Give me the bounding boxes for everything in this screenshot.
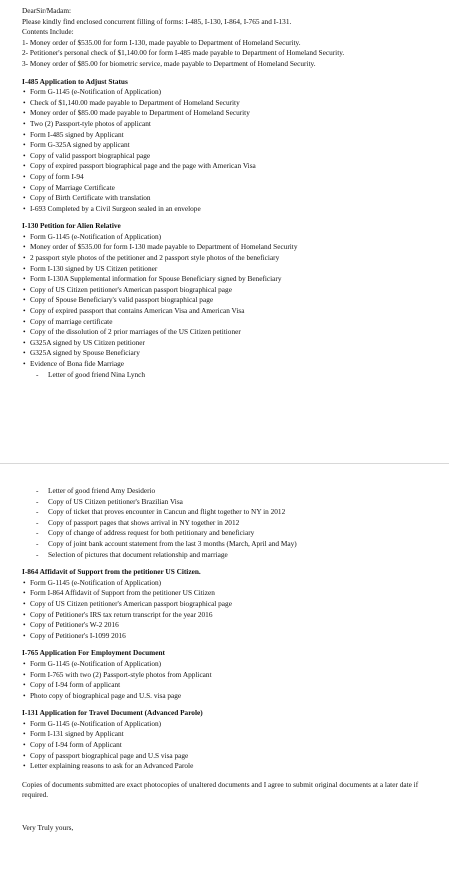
- list-item: • G325A signed by US Citizen petitioner: [22, 338, 427, 349]
- list-item: • 2 passport style photos of the petitioner and 2 passport style photos of the beneficiary: [22, 253, 427, 264]
- i131-list: [22, 719, 427, 772]
- evidence-item: - Selection of pictures that document relationship and marriage: [34, 550, 427, 561]
- list-item: • Evidence of Bona fide Marriage: [22, 359, 427, 370]
- evidence-item: - Copy of ticket that proves encounter in Cancun and flight together to NY in 2012: [34, 507, 427, 518]
- list-item: • Form I-130 signed by US Citizen petitioner: [22, 264, 427, 275]
- list-item: • Photo copy of biographical page and U.S. visa page: [22, 691, 427, 702]
- evidence-list-continued: [22, 486, 427, 560]
- i765-list: [22, 659, 427, 701]
- statement-paragraph: Copies of documents submitted are exact photocopies of unaltered documents and I agree to submit original documents at a later date if required.: [22, 779, 419, 800]
- list-item: • Copy of US Citizen petitioner's American passport biographical page: [22, 599, 427, 610]
- i485-heading: I-485 Application to Adjust Status: [22, 76, 128, 86]
- contents-label: Contents Include:: [22, 27, 74, 37]
- i131-heading: I-131 Application for Travel Document (Advanced Parole): [22, 708, 203, 718]
- list-item: • Form G-1145 (e-Notification of Application): [22, 659, 427, 670]
- evidence-list: [22, 370, 427, 381]
- list-item: • Copy of Spouse Beneficiary's valid passport biographical page: [22, 295, 427, 306]
- i485-list: [22, 87, 427, 214]
- intro-text: Please kindly find enclosed concurrent filling of forms: I-485, I-130, I-864, I-765 and I-131.: [22, 16, 292, 26]
- closing: Very Truly yours,: [22, 823, 74, 833]
- list-item: • Copy of I-94 form of applicant: [22, 680, 427, 691]
- contents-item: 3- Money order of $85.00 for biometric service, made payable to Department of Homeland Security.: [22, 58, 316, 68]
- list-item: • Form I-485 signed by Applicant: [22, 130, 427, 141]
- list-item: • Check of $1,140.00 made payable to Department of Homeland Security: [22, 98, 427, 109]
- evidence-item: - Copy of US Citizen petitioner's Brazilian Visa: [34, 497, 427, 508]
- evidence-item: - Letter of good friend Nina Lynch: [34, 370, 427, 381]
- list-item: • Copy of marriage certificate: [22, 317, 427, 328]
- list-item: • Copy of form I-94: [22, 172, 427, 183]
- i864-list: [22, 578, 427, 642]
- list-item: • Copy of valid passport biographical page: [22, 151, 427, 162]
- evidence-item: - Copy of passport pages that shows arrival in NY together in 2012: [34, 518, 427, 529]
- list-item: • I-693 Completed by a Civil Surgeon sealed in an envelope: [22, 204, 427, 215]
- list-item: • Copy of US Citizen petitioner's American passport biographical page: [22, 285, 427, 296]
- page-2-content: [0, 464, 449, 834]
- greeting: DearSir/Madam:: [22, 6, 72, 15]
- list-item: • Form I-765 with two (2) Passport-style photos from Applicant: [22, 670, 427, 681]
- list-item: • Form G-1145 (e-Notification of Application): [22, 719, 427, 730]
- list-item: • Form I-131 signed by Applicant: [22, 729, 427, 740]
- i864-heading: I-864 Affidavit of Support from the petitioner US Citizen.: [22, 567, 201, 577]
- i130-list: [22, 232, 427, 370]
- list-item: • Copy of Birth Certificate with translation: [22, 193, 427, 204]
- list-item: • Copy of Petitioner's I-1099 2016: [22, 631, 427, 642]
- list-item: • Copy of Petitioner's W-2 2016: [22, 620, 427, 631]
- list-item: • Copy of expired passport that contains American Visa and American Visa: [22, 306, 427, 317]
- list-item: • Form G-1145 (e-Notification of Application): [22, 232, 427, 243]
- list-item: • Money order of $535.00 for form I-130 made payable to Department of Homeland Security: [22, 242, 427, 253]
- list-item: • Two (2) Passport-tyle photos of applicant: [22, 119, 427, 130]
- list-item: • G325A signed by Spouse Beneficiary: [22, 348, 427, 359]
- i130-heading: I-130 Petition for Alien Relative: [22, 221, 121, 231]
- evidence-item: - Copy of joint bank account statement from the last 3 months (March, April and May): [34, 539, 427, 550]
- list-item: • Form G-325A signed by applicant: [22, 140, 427, 151]
- list-item: • Form G-1145 (e-Notification of Application): [22, 578, 427, 589]
- list-item: • Form I-864 Affidavit of Support from the petitioner US Citizen: [22, 588, 427, 599]
- evidence-item: - Letter of good friend Amy Desiderio: [34, 486, 427, 497]
- list-item: • Copy of expired passport biographical page and the page with American Visa: [22, 161, 427, 172]
- list-item: • Money order of $85.00 made payable to Department of Homeland Security: [22, 108, 427, 119]
- list-item: • Copy of the dissolution of 2 prior marriages of the US Citizen petitioner: [22, 327, 427, 338]
- contents-item: 2- Petitioner's personal check of $1,140.00 for form I-485 made payable to Department of Homeland Security.: [22, 48, 345, 58]
- list-item: • Letter explaining reasons to ask for an Advanced Parole: [22, 761, 427, 772]
- evidence-item: - Copy of change of address request for both petitionary and beneficiary: [34, 528, 427, 539]
- list-item: • Form G-1145 (e-Notification of Application): [22, 87, 427, 98]
- page-2: [0, 463, 449, 871]
- i765-heading: I-765 Application For Employment Document: [22, 648, 165, 658]
- list-item: • Copy of passport biographical page and U.S visa page: [22, 751, 427, 762]
- list-item: • Copy of I-94 form of Applicant: [22, 740, 427, 751]
- list-item: • Copy of Marriage Certificate: [22, 183, 427, 194]
- page-1-content: [0, 0, 449, 380]
- list-item: • Form I-130A Supplemental information for Spouse Beneficiary signed by Beneficiary: [22, 274, 427, 285]
- list-item: • Copy of Petitioner's IRS tax return transcript for the year 2016: [22, 610, 427, 621]
- contents-item: 1- Money order of $535.00 for form I-130, made payable to Department of Homeland Security.: [22, 37, 301, 47]
